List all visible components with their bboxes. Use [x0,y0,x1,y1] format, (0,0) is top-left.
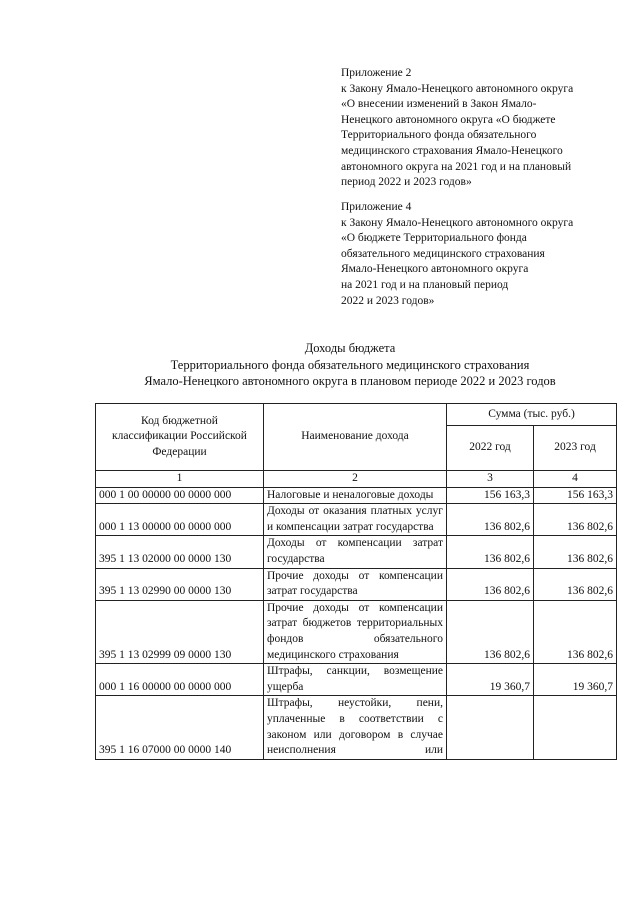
row-value-2022: 136 802,6 [447,600,534,663]
table-row [96,487,617,504]
table-row [96,504,617,536]
appendix-4-line: обязательного медицинского страхования [341,247,545,260]
row-value-2022: 136 802,6 [447,504,534,536]
row-code: 395 1 16 07000 00 0000 140 [96,696,264,759]
column-number: 3 [447,471,534,488]
row-name: Доходы от оказания платных услуг и компенсации затрат государства [264,504,447,536]
row-code: 000 1 13 00000 00 0000 000 [96,504,264,536]
header-sum: Сумма (тыс. руб.) [447,404,617,426]
table-row [96,600,617,663]
row-name: Прочие доходы от компенсации затрат бюджетов территориальных фондов обязательного медицинского страхования [264,600,447,663]
appendix-2-line: Ненецкого автономного округа «О бюджете [341,113,556,126]
row-value-2022: 136 802,6 [447,568,534,600]
appendix-4-line: к Закону Ямало-Ненецкого автономного округа [341,216,574,229]
row-value-2022: 156 163,3 [447,487,534,504]
table-row [96,568,617,600]
appendix-4-line: Приложение 4 [341,201,412,213]
header-year-2023: 2023 год [534,426,617,471]
title-line: Доходы бюджета [304,341,396,355]
appendix-4-line: на 2021 год и на плановый период [341,278,509,291]
table-row [96,696,617,759]
row-name: Доходы от компенсации затрат государства [264,536,447,568]
row-value-2023: 19 360,7 [534,664,617,696]
appendix-2-line: медицинского страхования Ямало-Ненецкого [341,144,563,157]
row-name: Штрафы, санкции, возмещение ущерба [264,664,447,696]
row-name: Прочие доходы от компенсации затрат государства [264,568,447,600]
title-line: Территориального фонда обязательного медицинского страхования [170,357,530,372]
appendix-4-line: Ямало-Ненецкого автономного округа [341,263,529,276]
row-value-2023: 156 163,3 [534,487,617,504]
column-number: 4 [534,471,617,488]
appendix-4-header [341,200,621,309]
row-value-2023: 136 802,6 [534,600,617,663]
appendix-4-line: 2022 и 2023 годов» [341,294,435,307]
row-value-2023: 136 802,6 [534,504,617,536]
column-number-row [96,471,617,488]
row-code: 000 1 16 00000 00 0000 000 [96,664,264,696]
appendix-2-line: Приложение 2 [341,67,412,79]
header-year-2022: 2022 год [447,426,534,471]
appendix-2-line: автономного округа на 2021 год и на плановый [341,160,572,173]
appendix-2-line: «О внесении изменений в Закон Ямало- [341,98,537,111]
row-value-2022: 19 360,7 [447,664,534,696]
row-code: 395 1 13 02999 09 0000 130 [96,600,264,663]
table-row [96,664,617,696]
row-value-2022 [447,696,534,759]
column-number: 1 [96,471,264,488]
column-number: 2 [264,471,447,488]
document-title [0,340,640,390]
appendix-2-header [341,66,621,191]
title-line: Ямало-Ненецкого автономного округа в плановом периоде 2022 и 2023 годов [144,374,556,389]
row-value-2022: 136 802,6 [447,536,534,568]
header-code: Код бюджетной классификации Российской Федерации [96,404,264,471]
appendix-2-line: Территориального фонда обязательного [341,129,537,142]
appendix-4-line: «О бюджете Территориального фонда [341,232,527,245]
row-value-2023 [534,696,617,759]
row-code: 000 1 00 00000 00 0000 000 [96,487,264,504]
row-value-2023: 136 802,6 [534,536,617,568]
appendix-2-line: к Закону Ямало-Ненецкого автономного округа [341,82,574,95]
row-code: 395 1 13 02000 00 0000 130 [96,536,264,568]
row-code: 395 1 13 02990 00 0000 130 [96,568,264,600]
row-value-2023: 136 802,6 [534,568,617,600]
table-row [96,536,617,568]
row-name: Налоговые и неналоговые доходы [264,487,447,504]
appendix-2-line: период 2022 и 2023 годов» [341,176,472,189]
header-name: Наименование дохода [264,404,447,471]
row-name: Штрафы, неустойки, пени, уплаченные в соответствии с законом или договором в случае неисполнения или [264,696,447,759]
budget-income-table [95,403,617,760]
